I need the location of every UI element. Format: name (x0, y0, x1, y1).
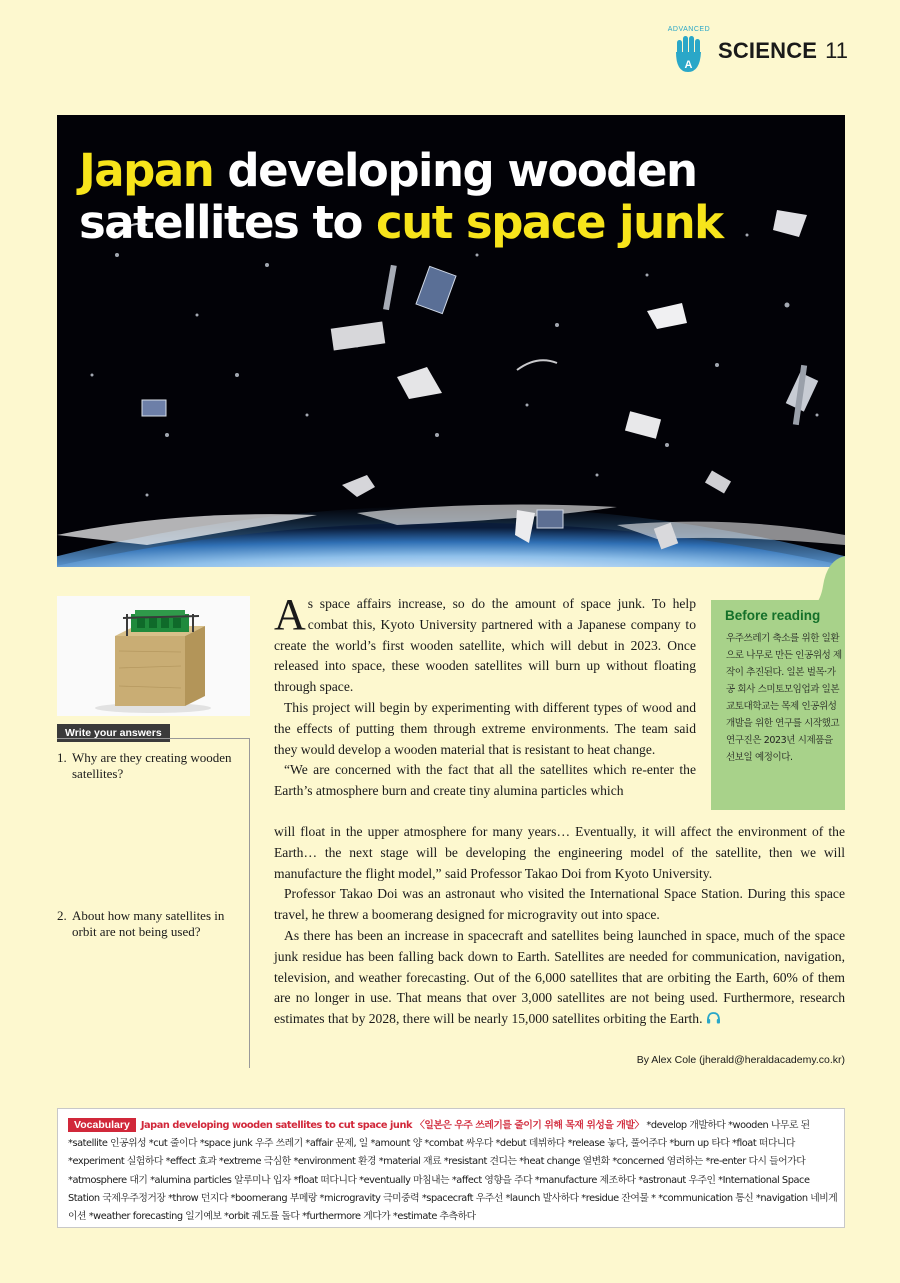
question-number: 2. (57, 908, 67, 923)
question-text: Why are they creating wooden satellites? (72, 750, 232, 781)
vocabulary-box (57, 1108, 845, 1228)
answers-side-rule (249, 738, 250, 1068)
article-paragraph: Professor Takao Doi was an astronaut who visited the International Space Station. During this space travel, he threw a boomerang designed for microgravity out into space. (274, 886, 845, 923)
question-item (57, 908, 237, 940)
byline: By Alex Cole (jherald@heraldacademy.co.kr) (636, 1054, 845, 1066)
question-item (57, 750, 237, 782)
hero-image (57, 115, 845, 567)
question-number: 1. (57, 750, 67, 765)
section-header (666, 26, 848, 76)
badge-letter: A (684, 59, 693, 71)
page-number: 11 (825, 38, 848, 63)
advanced-badge (666, 26, 712, 76)
headphone-icon[interactable] (706, 1011, 721, 1024)
article-paragraph: This project will begin by experimenting with different types of wood and the effects of putting them through extreme environments. The team said they would develop a wooden material that is resistant to heat change. (274, 699, 696, 757)
headline-highlight-1: Japan (79, 144, 214, 197)
question-text: About how many satellites in orbit are not being used? (72, 908, 225, 939)
write-answers-label: Write your answers (57, 724, 170, 742)
headline-highlight-2: cut space junk (376, 196, 723, 249)
article-body-upper (274, 590, 696, 802)
before-reading-text: 우주쓰레기 축소를 위한 일환으로 나무로 만든 인공위성 제작이 추진된다. 일본 벌목·가공 회사 스미토모임업과 일본 교토대학교는 목제 인공위성 개발을 위한 연구를 시작했고 연구진은 2023년 시제품을 선보일 예정이다. (726, 633, 842, 763)
before-reading-box (711, 600, 845, 810)
before-reading-title: Before reading (725, 608, 821, 623)
article-paragraph-continued: will float in the upper atmosphere for many years… Eventually, it will affect the environment of the Earth… the next stage will be developing the engineering model of the satellite, then we will manufacture the flight model,” said Professor Takao Doi from Kyoto University. (274, 824, 845, 881)
article-paragraph (274, 590, 696, 698)
wooden-cube-illustration (57, 596, 250, 716)
paragraph-text: s space affairs increase, so do the amount of space junk. To help combat this, Kyoto University partnered with a Japanese company to create the world’s first wooden satellite, which will debut in 2023. Once released into space, these wooden satellites will burn up without floating through space. (274, 596, 696, 695)
vocabulary-heading: Japan developing wooden satellites to cut space junk 〈일본은 우주 쓰레기를 줄이기 위해 목재 위성을 개발〉 (140, 1120, 644, 1131)
vocabulary-label: Vocabulary (68, 1118, 136, 1132)
headline-text-1: developing wooden (213, 144, 697, 197)
headline-text-2: satellites to (79, 196, 377, 249)
article-paragraph (274, 926, 845, 1030)
headline (79, 145, 723, 249)
answers-divider (57, 738, 249, 739)
article-body-lower (274, 822, 845, 1030)
wooden-satellite-photo (57, 596, 250, 716)
vocabulary-text (68, 1116, 838, 1226)
drop-cap: A (274, 590, 306, 639)
hand-icon (666, 26, 712, 76)
paragraph-text: As there has been an increase in spacecraft and satellites being launched in space, much of the space junk residue has been falling back down to Earth. Satellites are needed for communication, navigation, television, and weather forecasting. Out of the 6,000 satellites that are orbiting the Earth, 60% of them are no longer in use. That means that over 3,000 satellites are not being used. Furthermore, research estimates that by 2028, there will be nearly 15,000 satellites orbiting the Earth. (274, 927, 845, 1027)
vocabulary-entries: *develop 개발하다 *wooden 나무로 된 *satellite 인공위성 *cut 줄이다 *space junk 우주 쓰레기 *affair 문제, 일 *amount 양 *combat 싸우다 *debut 데뷔하다 *release 놓다, 풀어주다 *burn up 타다 *float 떠다니다 *experiment 실험하다 *effect 효과 *extreme 극심한 *environment 환경 *material 재료 *resistant 견디는 *heat change 열변화 *concerned 염려하는 *re-enter 다시 들어가다 *atmosphere 대기 *alumina particles 알루미나 입자 *float 떠다니다 *eventually 마침내는 *affect 영향을 주다 *manufacture 제조하다 *astronaut 우주인 *International Space Station 국제우주정거장 *throw 던지다 *boomerang 부메랑 *microgravity 극미중력 *spacecraft 우주선 *launch 발사하다 *residue 잔여물 * *communication 통신 *navigation 네비게이션 *weather forecasting 일기예보 *orbit 궤도를 돌다 *furthermore 게다가 *estimate 추측하다 (68, 1120, 838, 1223)
article-paragraph: “We are concerned with the fact that all the satellites which re-enter the Earth’s atmosphere burn and create tiny alumina particles which (274, 762, 696, 799)
advanced-label: ADVANCED (667, 26, 711, 33)
section-title: SCIENCE (717, 38, 818, 63)
